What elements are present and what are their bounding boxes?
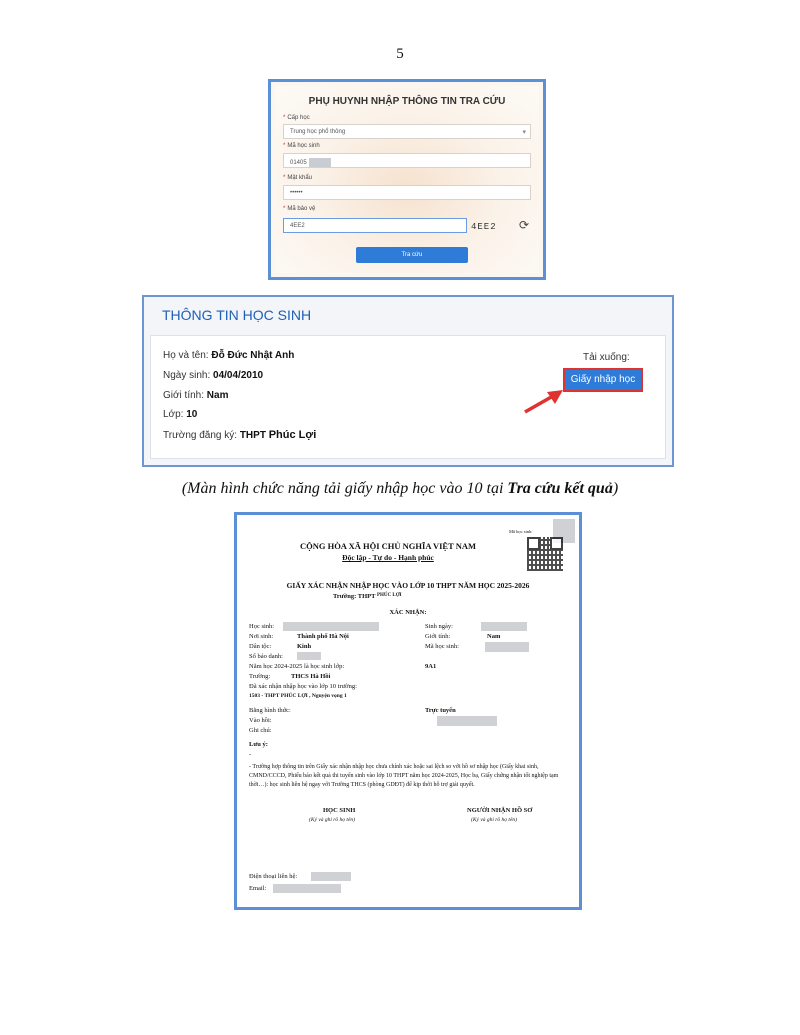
- cert-sign-right-note: (Ký và ghi rõ họ tên): [471, 817, 517, 823]
- school-row: Trường đăng ký: THPT Phúc Lợi: [163, 429, 317, 441]
- dob-row: Ngày sinh: 04/04/2010: [163, 370, 264, 381]
- password-label: * Mật khẩu: [283, 175, 313, 181]
- cert-confirmed-line: Đã xác nhận nhập học vào lớp 10 trường:: [249, 683, 357, 690]
- cert-birthplace-value: Thành phố Hà Nội: [297, 633, 349, 640]
- cert-dob-label: Sinh ngày:: [425, 623, 453, 630]
- cert-school-line: Trường: THPT $^{PHÚC LỢI}$: [333, 593, 402, 600]
- cert-phone-label: Điện thoại liên hệ:: [249, 873, 298, 880]
- cert-year-class: 9A1: [425, 663, 437, 670]
- cert-school-label: Trường:: [249, 673, 271, 680]
- cert-sign-left: HỌC SINH: [323, 807, 356, 814]
- student-info-screenshot: [142, 295, 674, 467]
- student-info-title: THÔNG TIN HỌC SINH: [162, 307, 312, 323]
- student-code-label: * Mã học sinh: [283, 143, 320, 149]
- cert-motto: Độc lập - Tự do - Hạnh phúc: [342, 553, 434, 562]
- cert-sign-right: NGƯỜI NHẬN HỒ SƠ: [467, 807, 533, 814]
- redacted-mark: [481, 622, 527, 631]
- cert-gender-label: Giới tính:: [425, 633, 451, 640]
- cert-year-line: Năm học 2024-2025 là học sinh lớp:: [249, 663, 345, 670]
- captcha-image: 4EE2: [471, 222, 497, 232]
- cert-email-label: Email:: [249, 885, 267, 892]
- cert-form-value: Trực tuyến: [425, 707, 456, 714]
- redacted-mark: [273, 884, 341, 893]
- cert-title: GIẤY XÁC NHẬN NHẬP HỌC VÀO LỚP 10 THPT NĂM HỌC 2025-2026: [286, 581, 530, 590]
- redacted-mark: [309, 158, 331, 167]
- redacted-mark: [437, 716, 497, 726]
- admission-certificate: [234, 512, 582, 910]
- page-number: 5: [396, 46, 404, 62]
- cert-school-prev: THCS Hà Hồi: [291, 673, 331, 680]
- redacted-mark: [297, 652, 321, 660]
- cert-time-label: Vào hồi:: [249, 717, 272, 724]
- cert-sbd-label: Số báo danh:: [249, 653, 283, 660]
- gender-row: Giới tính: Nam: [163, 390, 229, 401]
- cert-attention-text: - Trường hợp thông tin trên Giấy xác nhận nhập học chưa chính xác hoặc sai lệch so với hồ sơ nhập học (Giấy khai sinh, CMND/CCCD, Phiếu báo kết quả thi tuyển sinh vào lớp 10 THPT năm học 2024-2025, Học bạ, Giấy chứng nhận tốt nghiệp tạm thời…): học sinh liên hệ ngay với Trường THCS (phòng GDĐT) để kịp thời hỗ trợ giải quyết.: [249, 764, 559, 788]
- arrow-icon: [521, 388, 567, 416]
- redacted-mark: [311, 872, 351, 881]
- cert-confirmed-school: 1503 - THPT PHÚC LỢI , Nguyện vọng 1: [249, 693, 347, 699]
- cert-student-label: Học sinh:: [249, 623, 275, 630]
- redacted-mark: [485, 642, 529, 652]
- level-label: * Cấp học: [283, 115, 310, 121]
- student-code-input[interactable]: 01405: [283, 153, 531, 168]
- captcha-label: * Mã bảo vệ: [283, 206, 316, 212]
- lookup-button[interactable]: Tra cứu: [356, 247, 468, 263]
- lookup-form: [275, 86, 539, 273]
- cert-code-label-2: Mã học sinh:: [425, 643, 459, 650]
- cert-ethnic-value: Kinh: [297, 643, 312, 650]
- cert-sign-left-note: (Ký và ghi rõ họ tên): [309, 817, 355, 823]
- cert-attention-label: Lưu ý:: [249, 741, 268, 748]
- download-label: Tải xuống:: [583, 352, 630, 363]
- cert-form-label: Bằng hình thức:: [249, 707, 291, 714]
- captcha-input[interactable]: 4EE2: [283, 218, 467, 233]
- cert-code-label: Mã học sinh:: [509, 529, 533, 534]
- cert-gender-value: Nam: [487, 633, 501, 640]
- redacted-mark: [283, 622, 379, 631]
- cert-confirm: XÁC NHẬN:: [389, 609, 427, 616]
- lookup-form-title: PHỤ HUYNH NHẬP THÔNG TIN TRA CỨU: [308, 96, 506, 107]
- cert-note-label: Ghi chú:: [249, 727, 272, 734]
- admission-paper-button[interactable]: Giấy nhập học: [563, 368, 643, 392]
- cert-ethnic-label: Dân tộc:: [249, 643, 272, 650]
- figure-caption: (Màn hình chức năng tải giấy nhập học vào 10 tại Tra cứu kết quả): [181, 480, 619, 497]
- cert-dash: -: [249, 751, 252, 758]
- class-row: Lớp: 10: [163, 409, 198, 420]
- cert-nation: CỘNG HÒA XÃ HỘI CHỦ NGHĨA VIỆT NAM: [299, 541, 477, 551]
- password-input[interactable]: ••••••: [283, 185, 531, 200]
- refresh-icon[interactable]: ⟳: [519, 218, 530, 232]
- lookup-form-screenshot: [268, 79, 546, 280]
- name-row: Họ và tên: Đỗ Đức Nhật Anh: [163, 350, 295, 361]
- cert-birthplace-label: Nơi sinh:: [249, 633, 274, 640]
- level-select[interactable]: Trung học phổ thông ▾: [283, 124, 531, 139]
- student-info-card: [150, 335, 666, 459]
